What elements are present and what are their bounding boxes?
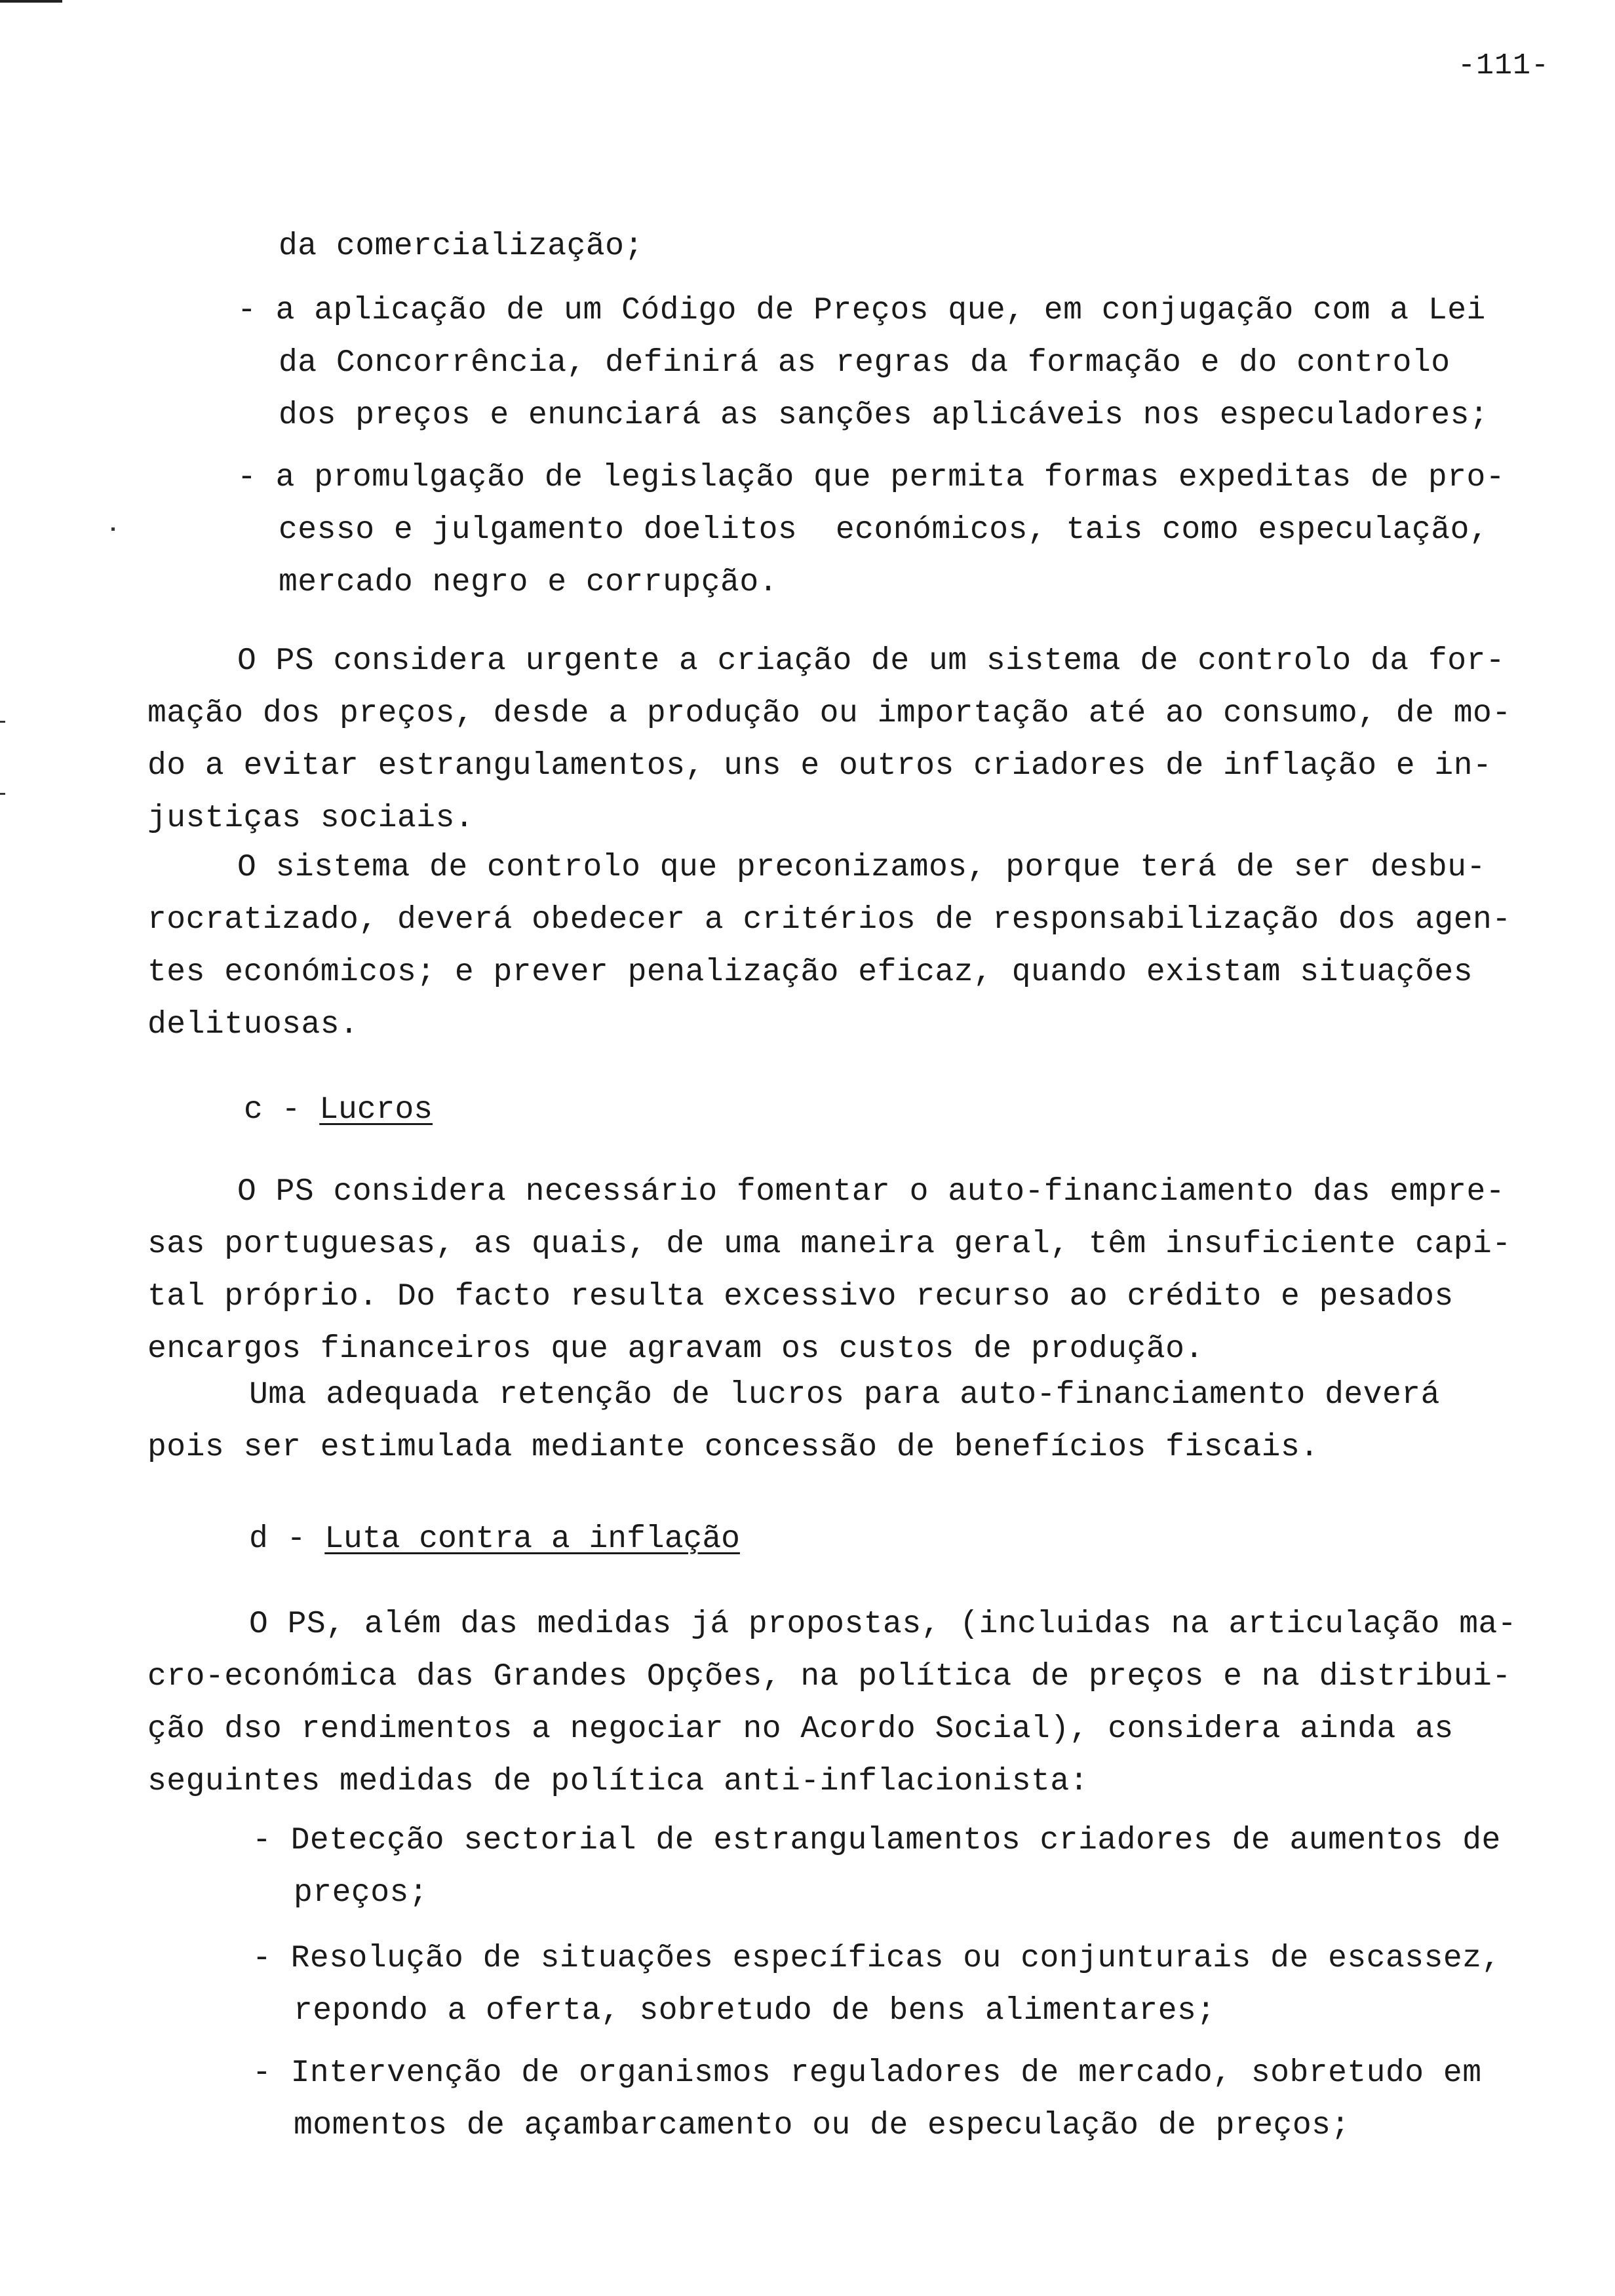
section-title: Lucros: [319, 1092, 433, 1128]
text-line: seguintes medidas de política anti-inflacionista:: [147, 1764, 1089, 1799]
scan-artifact-left-2: [0, 721, 5, 723]
text-line: mercado negro e corrupção.: [279, 565, 778, 600]
text-line: sas portuguesas, as quais, de uma maneira geral, têm insuficiente capi-: [147, 1227, 1511, 1262]
text-line: do a evitar estrangulamentos, uns e outros criadores de inflação e in-: [147, 748, 1492, 784]
text-line: O PS considera urgente a criação de um sistema de controlo da for-: [237, 643, 1506, 679]
text-line: tes económicos; e prever penalização eficaz, quando existam situações: [147, 955, 1473, 990]
text-line: preços;: [294, 1875, 429, 1911]
section-heading: [244, 1094, 433, 1126]
section-heading: [249, 1523, 740, 1555]
text-line: - Resolução de situações específicas ou conjunturais de escassez,: [252, 1941, 1501, 1976]
text-line: cro-económica das Grandes Opções, na política de preços e na distribui-: [147, 1659, 1511, 1694]
text-line: dos preços e enunciará as sanções aplicáveis nos especuladores;: [279, 398, 1489, 433]
text-line: - Detecção sectorial de estrangulamentos criadores de aumentos de: [252, 1823, 1501, 1858]
section-letter: c -: [244, 1092, 320, 1128]
text-line: rocratizado, deverá obedecer a critérios de responsabilização dos agen-: [147, 902, 1511, 938]
text-line: da Concorrência, definirá as regras da formação e do controlo: [279, 345, 1450, 381]
text-line: repondo a oferta, sobretudo de bens alimentares;: [294, 1993, 1216, 2029]
text-line: da comercialização;: [279, 229, 644, 264]
text-line: O PS, além das medidas já propostas, (incluidas na articulação ma-: [249, 1607, 1517, 1642]
page-number: -111-: [1457, 49, 1549, 83]
text-line: Uma adequada retenção de lucros para auto-financiamento deverá: [249, 1377, 1440, 1413]
text-line: justiças sociais.: [147, 801, 475, 836]
text-line: - a promulgação de legislação que permita formas expeditas de pro-: [237, 460, 1506, 495]
text-line: mação dos preços, desde a produção ou importação até ao consumo, de mo-: [147, 696, 1511, 731]
scan-artifact-top: [0, 0, 62, 3]
text-line: - a aplicação de um Código de Preços que, em conjugação com a Lei: [237, 293, 1486, 328]
text-line: encargos financeiros que agravam os custos de produção.: [147, 1331, 1204, 1367]
text-line: O sistema de controlo que preconizamos, porque terá de ser desbu-: [237, 850, 1486, 885]
section-letter: d -: [249, 1521, 325, 1557]
scan-artifact-left-3: [0, 793, 5, 795]
text-line: - Intervenção de organismos reguladores de mercado, sobretudo em: [252, 2056, 1482, 2091]
text-line: cesso e julgamento doelitos económicos, tais como especulação,: [279, 512, 1489, 548]
text-line: O PS considera necessário fomentar o auto-financiamento das empre-: [237, 1174, 1506, 1210]
text-line: momentos de açambarcamento ou de especulação de preços;: [294, 2108, 1350, 2143]
text-line: pois ser estimulada mediante concessão de benefícios fiscais.: [147, 1430, 1319, 1465]
text-line: ção dso rendimentos a negociar no Acordo Social), considera ainda as: [147, 1712, 1454, 1747]
text-line: tal próprio. Do facto resulta excessivo recurso ao crédito e pesados: [147, 1279, 1454, 1314]
text-line: delituosas.: [147, 1007, 359, 1043]
scan-artifact-left-1: [111, 527, 115, 531]
section-title: Luta contra a inflação: [324, 1521, 740, 1557]
